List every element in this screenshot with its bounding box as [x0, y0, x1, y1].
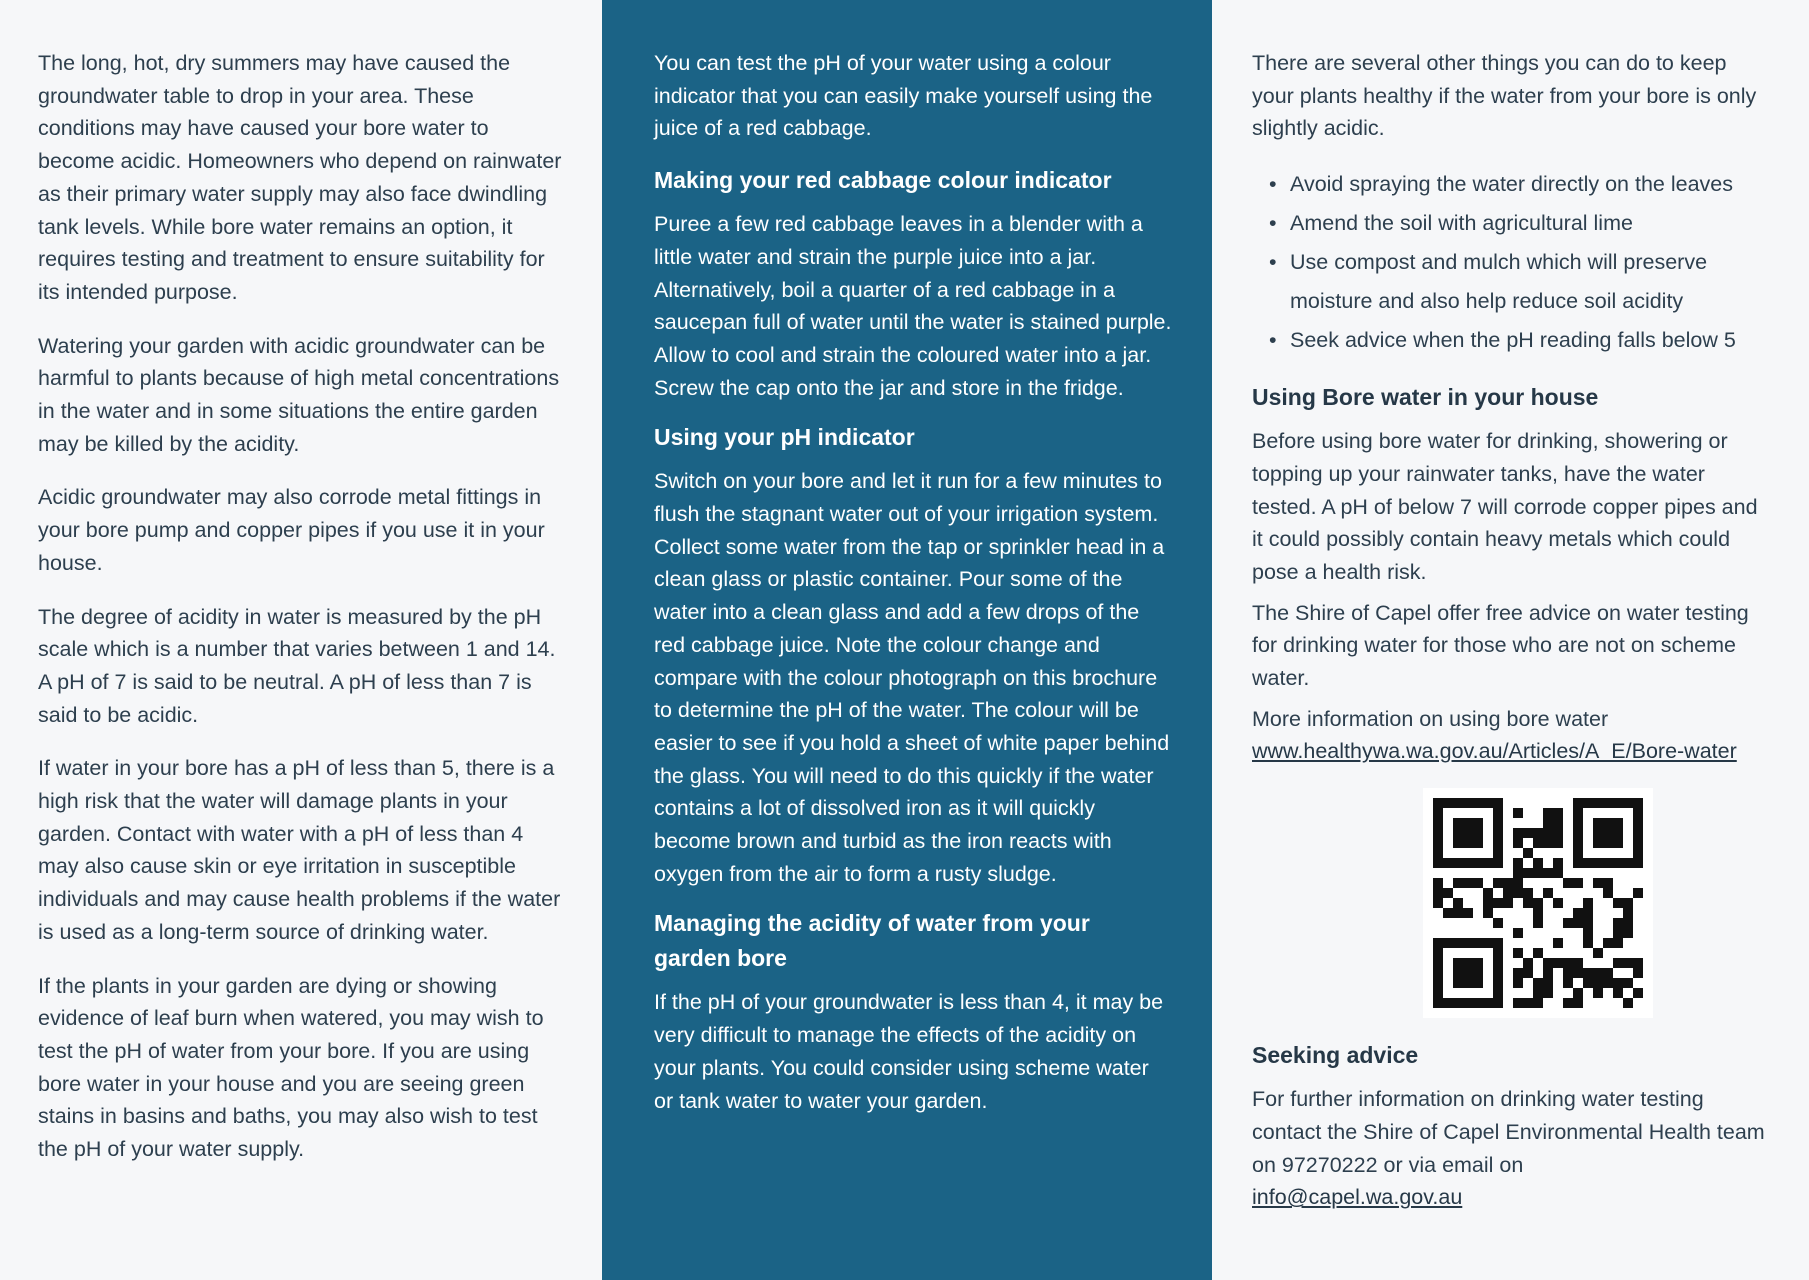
managing-acidity-body: If the pH of your groundwater is less than 4, it may be very difficult to manage the effects of the acidity on your plants. You could consider using scheme water or tank water to water your garden. [654, 990, 1164, 1113]
qr-code-icon [1423, 788, 1653, 1018]
left-paragraph-1: The long, hot, dry summers may have caused the groundwater table to drop in your area. These conditions may have caused your bore water to become acidic. Homeowners who depend on rainwater as their primary water supply may also face dwindling tank levels. While bore water remains an option, it requires testing and treatment to ensure suitability for its intended purpose. [38, 51, 562, 304]
left-paragraph-3: Acidic groundwater may also corrode metal fittings in your bore pump and copper pipes if you use it in your house. [38, 485, 545, 575]
left-paragraph-6: If the plants in your garden are dying or showing evidence of leaf burn when watered, you may wish to test the pH of water from your bore. If you are using bore water in your house and you are seeing green stains in basins and baths, you may also wish to test the pH of your water supply. [38, 973, 544, 1162]
email-link[interactable]: info@capel.wa.gov.au [1252, 1185, 1463, 1210]
bullet-icon: • [1269, 211, 1277, 236]
bullet-icon: • [1269, 250, 1277, 275]
mid-intro: You can test the pH of your water using a colour indicator that you can easily make yourself using the juice of a red cabbage. [654, 51, 1153, 141]
left-paragraph-5: If water in your bore has a pH of less than 5, there is a high risk that the water will damage plants in your garden. Contact with water with a pH of less than 4 may also cause skin or eye irritation in susceptible individuals and may cause health problems if the water is used as a long-term source of drinking water. [38, 756, 561, 944]
heading-managing-acidity: Managing the acidity of water from your garden bore [654, 910, 1090, 972]
heading-using-indicator: Using your pH indicator [654, 424, 915, 451]
left-paragraph-4: The degree of acidity in water is measured by the pH scale which is a number that varies between 1 and 14. A pH of 7 is said to be neutral. A pH of less than 7 is said to be acidic. [38, 604, 556, 727]
house-paragraph-2: The Shire of Capel offer free advice on water testing for drinking water for those who are not on scheme water. [1252, 600, 1749, 691]
list-item: • Use compost and mulch which will preserve moisture and also help reduce soil acidity [1252, 243, 1769, 321]
left-paragraph-2: Watering your garden with acidic groundwater can be harmful to plants because of high metal concentrations in the water and in some situations the entire garden may be killed by the acidity. [38, 333, 560, 456]
advice-body: For further information on drinking water testing contact the Shire of Capel Environmental Health team on 97270222 or via email on [1252, 1087, 1765, 1177]
left-column [0, 0, 602, 1280]
heading-bore-water-house: Using Bore water in your house [1252, 384, 1599, 411]
list-item: • Avoid spraying the water directly on the leaves [1252, 165, 1769, 204]
tips-list [1252, 165, 1769, 360]
heading-seeking-advice: Seeking advice [1252, 1042, 1419, 1069]
heading-making-indicator: Making your red cabbage colour indicator [654, 167, 1112, 194]
list-item: • Seek advice when the pH reading falls below 5 [1252, 321, 1769, 360]
bullet-icon: • [1269, 328, 1277, 353]
middle-panel [602, 0, 1212, 1280]
more-info-label: More information on using bore water [1252, 706, 1609, 731]
using-indicator-body: Switch on your bore and let it run for a few minutes to flush the stagnant water out of your irrigation system. Collect some water from the tap or sprinkler head in a clean glass or plastic container. Pour some of the water into a clean glass and add a few drops of the red cabbage juice. Note the colour change and compare with the colour photograph on this brochure to determine the pH of the water. The colour will be easier to see if you hold a sheet of white paper behind the glass. You will need to do this quickly if the water contains a lot of dissolved iron as it will quickly become brown and turbid as the iron reacts with oxygen from the air to form a rusty sludge. [654, 469, 1170, 886]
house-paragraph-1: Before using bore water for drinking, showering or topping up your rainwater tanks, have the water tested. A pH of below 7 will corrode copper pipes and it could possibly contain heavy metals which could pose a health risk. [1252, 429, 1758, 584]
bullet-icon: • [1269, 172, 1277, 197]
making-indicator-body: Puree a few red cabbage leaves in a blender with a little water and strain the purple juice into a jar. Alternatively, boil a quarter of a red cabbage in a saucepan full of water until the water is stained purple. Allow to cool and strain the coloured water into a jar. Screw the cap onto the jar and store in the fridge. [654, 212, 1172, 400]
bore-water-link[interactable]: www.healthywa.wa.gov.au/Articles/A_E/Bore-water [1252, 739, 1737, 764]
right-column [1212, 0, 1809, 1280]
right-intro: There are several other things you can do to keep your plants healthy if the water from your bore is only slightly acidic. [1252, 51, 1757, 141]
list-item: • Amend the soil with agricultural lime [1252, 204, 1769, 243]
